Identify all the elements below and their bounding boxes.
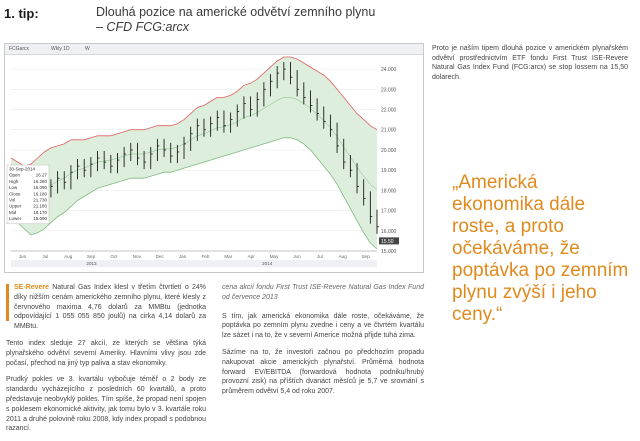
tip-label: 1. tip: (4, 6, 39, 21)
year-strip (11, 260, 377, 267)
x-tick-label: Feb (201, 254, 210, 259)
y-tick-label: 22.000 (381, 107, 397, 114)
info-box-value: 16.090 (33, 185, 47, 191)
info-box-key: Low (9, 185, 18, 191)
chart-extra: W (85, 46, 90, 52)
y-tick-label: 17.000 (381, 208, 397, 215)
chart-caption: cena akcií fondu First Trust ISE-Revere Natural Gas Index Fund od července 2013 (222, 284, 424, 301)
paragraph-3: Prudký pokles ve 3. kvartálu vybočuje téměř o 2 body ze standardu vycházejícího z posledních 60 kvartálů, a proto představuje neobvyklý pokles. Tím spíše, že propad není spojen s poklesem ekonomické aktivity, jak tomu bylo v 3. kvartále roku 2011 a druhé polovině roku 2008, kdy index propadl s podobnou razancí. (6, 376, 206, 433)
chart-period: Wkly 1D (51, 46, 70, 52)
side-note: Proto je naším tipem dlouhá pozice v americkém plynařském odvětví prostřednictvím ETF fondu First Trust ISE-Revere Natural Gas Index Fund (FCG:arcx) se stop lossem na 15,50 dolarech. (432, 45, 628, 81)
info-box-value: 16.180 (33, 191, 47, 197)
right-column (222, 283, 424, 404)
y-tick-label: 20.000 (381, 147, 397, 154)
x-tick-label: Sep (361, 254, 370, 259)
paragraph-1 (6, 283, 206, 332)
chart-canvas (5, 55, 423, 271)
x-tick-label: Jul (316, 254, 323, 259)
headline-line-2: – CFD FCG:arcx (96, 20, 190, 34)
info-box-value: 21.730 (33, 197, 47, 203)
chart-symbol: FCGarcx (9, 46, 29, 52)
y-tick-label: 23.000 (381, 87, 397, 94)
headline-line-1: Dlouhá pozice na americké odvětví zemního plynu (96, 5, 376, 19)
info-box-value: 15.090 (33, 216, 47, 222)
info-box-key: Vol (9, 197, 16, 203)
x-tick-label: Jun (18, 254, 27, 259)
left-column (6, 283, 206, 441)
paragraph-4: S tím, jak americká ekonomika dále roste, očekáváme, že poptávka po zemním plynu zvedne i ceny a ve čtvrtém kvartálu lze sázet i na to, že v severní Americe možná přijde tuhá zima. (222, 312, 424, 340)
y-tick-label: 21.000 (381, 127, 397, 134)
chart-toolbar (5, 44, 423, 55)
x-tick-label: Dec (155, 254, 164, 259)
x-tick-label: Sep (86, 254, 96, 259)
info-box-key: Mid (9, 209, 17, 215)
pull-quote: „Americká ekonomika dále roste, a proto očekáváme, že poptávka po zemním plynu zvýší i jeho ceny.“ (452, 172, 629, 325)
info-box-key: High (9, 178, 19, 184)
y-tick-label: 24.000 (381, 67, 397, 74)
article-headline (96, 5, 426, 35)
x-tick-label: Jan (178, 254, 187, 259)
info-box-key: Close (9, 191, 21, 197)
x-tick-label: May (269, 254, 279, 259)
y-tick-label: 16.000 (381, 228, 397, 235)
x-tick-label: Jul (42, 254, 49, 259)
x-tick-label: Jun (293, 254, 301, 259)
x-tick-label: Oct (110, 254, 118, 259)
y-tick-label: 15.000 (381, 249, 397, 255)
year-label: 2014 (262, 261, 273, 266)
price-chart (4, 43, 424, 273)
x-tick-label: Aug (64, 254, 73, 259)
paragraph-2: Tento index sleduje 27 akcií, ze kterých se většina týká plynařského odvětví severní Ameriky. Hlavními vlivy jsou zde počasí, přechod na jiný typ paliva a stav ekonomiky. (6, 339, 206, 367)
info-box-key: Upper (9, 203, 22, 209)
x-tick-label: Mar (224, 254, 233, 259)
x-tick-label: Nov (132, 254, 141, 259)
info-box-value: 18.170 (33, 209, 47, 215)
brand-name: SE-Revere (14, 284, 50, 291)
year-label: 2013 (86, 261, 97, 266)
y-tick-label: 19.000 (381, 168, 397, 175)
y-tick-label: 18.000 (381, 188, 397, 195)
info-box-key: Lower (9, 216, 22, 222)
bollinger-band-fill (11, 57, 377, 249)
info-box-value: 16.27 (35, 172, 47, 178)
info-box-key: Open (9, 172, 21, 178)
paragraph-1-text: Natural Gas Index klesl v třetím čtvrtletí o 24% díky nižším cenám amerického zemního plynu, které klesly z červnového maxima 4,76 dolarů za MMBtu (jednotka odpovídající 1 055 055 850 joulů) na cirka 4,14 dolarů za MMBtu. (14, 284, 206, 331)
last-price-label: 15.50 (381, 238, 394, 245)
info-box-value: 16.280 (33, 178, 47, 184)
x-tick-label: Apr (247, 254, 255, 259)
info-box-date: 30-Sep-2014 (9, 166, 36, 172)
paragraph-5: Sázíme na to, že investoři začnou po předchozím propadu nakupovat akcie amerických plynařství. Průměrná hodnota forward EV/EBITDA (forwardová hodnota podniku/hrubý provozní zisk) na příštích dvanáct měsíců je 5,7 ve srovnání s průměrem odvětví 5,4 od roku 2007. (222, 348, 424, 396)
x-tick-label: Aug (338, 254, 347, 259)
info-box-value: 21.180 (33, 203, 47, 209)
